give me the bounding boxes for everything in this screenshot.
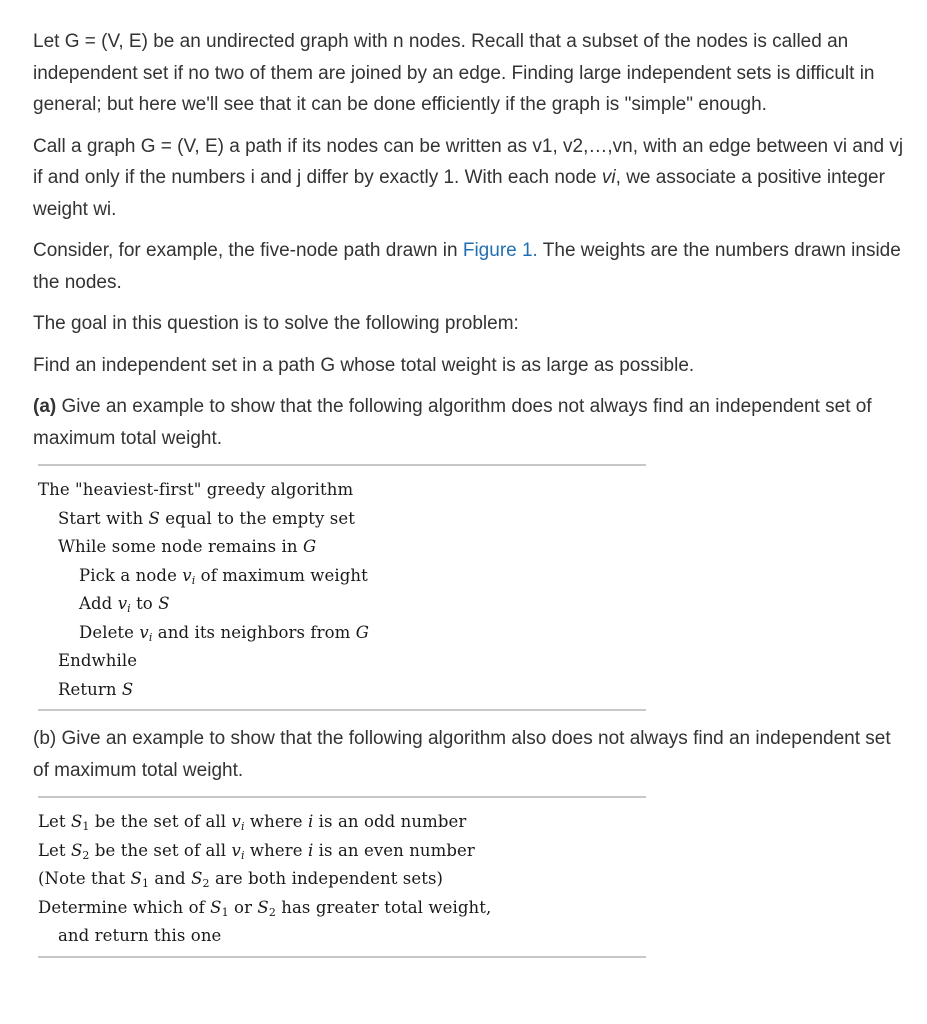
algo-b-line-4: Determine which of $S_1$ or $S_2$ has greater total weight, bbox=[38, 897, 492, 919]
algo-a-add-line: Add $v_i$ to S bbox=[79, 594, 170, 615]
algo-b-line-1: Let $S_1$ be the set of all $v_i$ where i is an odd number bbox=[38, 812, 467, 833]
algo-a-pick-line: Pick a node $v_i$ of maximum weight bbox=[79, 565, 368, 587]
figure-ref-after: The weights are the numbers drawn inside the nodes. bbox=[33, 240, 901, 293]
algo-b-line-2: Let $S_2$ be the set of all $v_i$ where i is an even number bbox=[38, 840, 475, 862]
algo-a-while-line: While some node remains in G bbox=[58, 537, 317, 556]
paragraph-graph-definition: Let G = (V, E) be an undirected graph with n nodes. Recall that a subset of the nodes is called an independent set if no two of them are joined by an edge. Finding large independent sets is difficult in general; but here we'll see that it can be done efficiently if the graph is "simple" enough. bbox=[33, 31, 875, 115]
path-definition-text-end: , we associate a positive integer weight wi. bbox=[33, 167, 885, 220]
figure-ref-before: Consider, for example, the five-node path drawn in bbox=[33, 240, 463, 261]
algo-a-endwhile-line: Endwhile bbox=[58, 651, 138, 670]
part-b-prompt: (b) Give an example to show that the following algorithm also does not always find an independent set of maximum total weight. bbox=[33, 728, 891, 781]
algo-a-return-line: Return S bbox=[58, 679, 134, 699]
paragraph-goal: The goal in this question is to solve the following problem: bbox=[33, 313, 519, 334]
path-definition-text: Call a graph G = (V, E) a path if its nodes can be written as v1, v2,…,vn, with an edge between vi and vj if and only if the numbers i and j differ by exactly 1. With each node bbox=[33, 135, 904, 188]
algo-b-line-3: (Note that $S_1$ and $S_2$ are both independent sets) bbox=[38, 869, 444, 890]
node-vi-italic: vi bbox=[601, 167, 616, 188]
paragraph-problem: Find an independent set in a path G whose total weight is as large as possible. bbox=[33, 354, 695, 376]
figure-1-link[interactable]: Figure 1. bbox=[462, 240, 538, 261]
algo-a-start-line: Start with S equal to the empty set bbox=[58, 508, 355, 528]
algo-b-line-5: and return this one bbox=[58, 926, 222, 945]
paragraph-path-definition bbox=[33, 131, 908, 226]
question-content bbox=[33, 26, 908, 958]
odd-even-algorithm-box bbox=[38, 796, 646, 958]
part-a-text: Give an example to show that the following algorithm does not always find an independent set of maximum total weight. bbox=[33, 396, 872, 449]
part-a-prompt bbox=[33, 391, 908, 454]
heaviest-first-algorithm-box bbox=[38, 464, 646, 711]
part-a-label: (a) bbox=[33, 396, 57, 417]
algo-a-delete-line: Delete $v_i$ and its neighbors from G bbox=[79, 622, 370, 644]
paragraph-figure-reference bbox=[33, 235, 908, 298]
algo-a-title: The "heaviest-first" greedy algorithm bbox=[38, 480, 354, 499]
